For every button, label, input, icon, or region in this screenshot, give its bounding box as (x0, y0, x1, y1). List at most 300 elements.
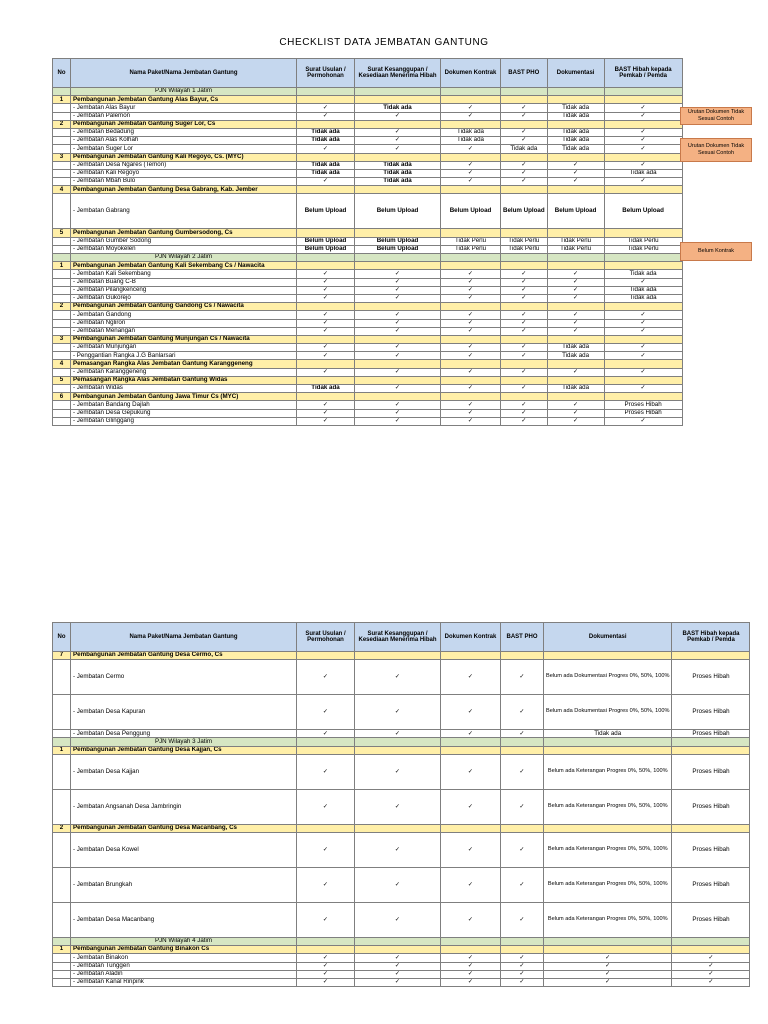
wilayah-empty-cell (672, 738, 750, 746)
bridge-name: - Jembatan Buang C-B (71, 278, 297, 286)
status-cell: ✓ (355, 962, 441, 970)
status-cell: ✓ (547, 409, 604, 417)
package-name: Pembangunan Jembatan Gantung Desa Macanbang, Cs (71, 824, 297, 832)
wilayah-title: PJN Wilayah 2 Jatim (71, 254, 297, 262)
status-cell: ✓ (672, 970, 750, 978)
status-cell: ✓ (297, 344, 355, 352)
status-cell: ✓ (441, 145, 501, 153)
status-cell: ✓ (501, 754, 544, 789)
status-cell: ✓ (297, 902, 355, 937)
wilayah-title: PJN Wilayah 4 Jatim (71, 937, 297, 945)
status-cell: ✓ (544, 978, 672, 986)
package-empty-cell (441, 120, 501, 128)
package-empty-cell (604, 262, 682, 270)
checklist-table-2 (52, 622, 750, 987)
wilayah-no-cell (53, 738, 71, 746)
status-cell: ✓ (501, 178, 548, 186)
package-empty-cell (355, 746, 441, 754)
status-cell: ✓ (604, 319, 682, 327)
status-cell: ✓ (544, 962, 672, 970)
status-cell: Belum Upload (355, 237, 441, 245)
status-cell: Belum Upload (297, 237, 355, 245)
status-cell: ✓ (297, 294, 355, 302)
status-cell: ✓ (547, 286, 604, 294)
package-empty-cell (604, 229, 682, 237)
status-cell: Proses Hibah (604, 401, 682, 409)
bridge-no-cell (53, 401, 71, 409)
wilayah-empty-cell (672, 937, 750, 945)
status-cell: ✓ (441, 867, 501, 902)
bridge-row (53, 245, 683, 253)
package-name: Pembangunan Jembatan Gantung Munjungan Cs / Nawacita (71, 335, 297, 343)
package-empty-cell (441, 360, 501, 368)
package-number: 1 (53, 262, 71, 270)
status-cell: ✓ (441, 789, 501, 824)
bridge-name: - Jembatan Tunggen (71, 962, 297, 970)
status-cell: ✓ (547, 327, 604, 335)
bridge-name: - Jembatan Brungkah (71, 867, 297, 902)
bridge-name: - Jembatan Desa Kapuran (71, 695, 297, 730)
status-cell: ✓ (441, 112, 501, 120)
package-empty-cell (441, 393, 501, 401)
status-cell: ✓ (501, 286, 548, 294)
bridge-no-cell (53, 294, 71, 302)
package-empty-cell (297, 96, 355, 104)
bridge-name: - Jembatan Glinggang (71, 417, 297, 425)
status-cell: ✓ (355, 311, 441, 319)
status-cell: Proses Hibah (672, 730, 750, 738)
bridge-name: - Jembatan Moyokelen (71, 245, 297, 253)
header-dokumentasi: Dokumentasi (544, 623, 672, 652)
bridge-no-cell (53, 954, 71, 962)
wilayah-no-cell (53, 88, 71, 96)
status-cell: ✓ (441, 311, 501, 319)
package-row (53, 393, 683, 401)
status-cell: Belum ada Keterangan Progres 0%, 50%, 100% (544, 902, 672, 937)
wilayah-no-cell (53, 937, 71, 945)
bridge-row (53, 178, 683, 186)
status-cell: ✓ (297, 178, 355, 186)
status-cell: ✓ (604, 385, 682, 393)
status-cell: ✓ (441, 902, 501, 937)
status-cell: ✓ (355, 695, 441, 730)
status-cell: ✓ (297, 754, 355, 789)
package-number: 1 (53, 946, 71, 954)
package-name: Pembangunan Jembatan Gantung Gandong Cs / Nawacita (71, 303, 297, 311)
status-cell: Tidak Perlu (604, 245, 682, 253)
status-cell: ✓ (355, 145, 441, 153)
package-empty-cell (441, 229, 501, 237)
status-cell: ✓ (355, 417, 441, 425)
bridge-name: - Jembatan Kanal Rinpink (71, 978, 297, 986)
bridge-name: - Jembatan Alas Kolhah (71, 137, 297, 145)
status-cell: ✓ (355, 954, 441, 962)
package-name: Pemasangan Rangka Alas Jembatan Gantung Karanggeneng (71, 360, 297, 368)
status-cell: ✓ (604, 344, 682, 352)
status-cell: ✓ (355, 385, 441, 393)
package-name: Pemasangan Rangka Alas Jembatan Gantung Widas (71, 376, 297, 384)
package-name: Pembangunan Jembatan Gantung Gumbersodong, Cs (71, 229, 297, 237)
wilayah-title: PJN Wilayah 3 Jatim (71, 738, 297, 746)
bridge-no-cell (53, 867, 71, 902)
status-cell: ✓ (297, 789, 355, 824)
status-cell: Tidak ada (297, 137, 355, 145)
package-empty-cell (604, 96, 682, 104)
package-empty-cell (547, 153, 604, 161)
bridge-name: - Jembatan Binakon (71, 954, 297, 962)
status-cell: Tidak ada (544, 730, 672, 738)
header-dokumentasi: Dokumentasi (547, 59, 604, 88)
wilayah-empty-cell (297, 937, 355, 945)
status-cell: ✓ (501, 352, 548, 360)
wilayah-empty-cell (501, 937, 544, 945)
package-empty-cell (501, 120, 548, 128)
status-cell: ✓ (441, 286, 501, 294)
status-cell: ✓ (501, 730, 544, 738)
wilayah-empty-cell (441, 254, 501, 262)
package-empty-cell (441, 186, 501, 194)
package-empty-cell (547, 262, 604, 270)
status-cell: Tidak Perlu (604, 237, 682, 245)
wilayah-empty-cell (297, 254, 355, 262)
status-cell: ✓ (355, 327, 441, 335)
package-empty-cell (355, 946, 441, 954)
package-empty-cell (604, 120, 682, 128)
status-cell: ✓ (355, 409, 441, 417)
document-title: CHECKLIST DATA JEMBATAN GANTUNG (279, 37, 489, 48)
status-cell: ✓ (297, 695, 355, 730)
status-cell: ✓ (547, 278, 604, 286)
status-cell: ✓ (501, 409, 548, 417)
wilayah-empty-cell (355, 254, 441, 262)
status-cell: ✓ (604, 417, 682, 425)
bridge-row (53, 145, 683, 153)
status-cell: ✓ (501, 867, 544, 902)
bridge-no-cell (53, 970, 71, 978)
bridge-no-cell (53, 161, 71, 169)
status-cell: ✓ (441, 178, 501, 186)
status-cell: ✓ (355, 832, 441, 867)
status-cell: ✓ (297, 368, 355, 376)
package-empty-cell (355, 824, 441, 832)
note-belum-kontrak: Belum Kontrak (680, 242, 752, 261)
status-cell: ✓ (501, 137, 548, 145)
header-bast-pho: BAST PHO (501, 623, 544, 652)
status-cell: Belum ada Keterangan Progres 0%, 50%, 100% (544, 754, 672, 789)
bridge-no-cell (53, 311, 71, 319)
status-cell: ✓ (355, 128, 441, 136)
bridge-row (53, 104, 683, 112)
package-empty-cell (441, 824, 501, 832)
status-cell: ✓ (355, 789, 441, 824)
bridge-row (53, 319, 683, 327)
bridge-name: - Jembatan Kali Regoyo (71, 169, 297, 177)
package-name: Pembangunan Jembatan Gantung Kali Sekembang Cs / Nawacita (71, 262, 297, 270)
package-row (53, 946, 750, 954)
package-number: 6 (53, 393, 71, 401)
status-cell: ✓ (501, 417, 548, 425)
status-cell: Proses Hibah (672, 754, 750, 789)
status-cell: Proses Hibah (672, 867, 750, 902)
status-cell: ✓ (604, 278, 682, 286)
status-cell: Tidak ada (441, 128, 501, 136)
package-empty-cell (501, 229, 548, 237)
package-empty-cell (547, 393, 604, 401)
package-empty-cell (672, 946, 750, 954)
status-cell: ✓ (441, 169, 501, 177)
status-cell: ✓ (501, 278, 548, 286)
status-cell: ✓ (501, 128, 548, 136)
status-cell: Tidak ada (604, 286, 682, 294)
bridge-no-cell (53, 178, 71, 186)
bridge-name: - Jembatan Ngliron (71, 319, 297, 327)
package-empty-cell (355, 186, 441, 194)
package-empty-cell (441, 946, 501, 954)
package-empty-cell (547, 229, 604, 237)
package-empty-cell (604, 393, 682, 401)
package-empty-cell (501, 376, 548, 384)
header-name: Nama Paket/Nama Jembatan Gantung (71, 59, 297, 88)
bridge-no-cell (53, 194, 71, 229)
status-cell: ✓ (441, 978, 501, 986)
bridge-name: - Jembatan Desa Macanbang (71, 902, 297, 937)
status-cell: Tidak ada (547, 344, 604, 352)
package-number: 2 (53, 824, 71, 832)
bridge-row (53, 237, 683, 245)
status-cell: Tidak ada (604, 169, 682, 177)
status-cell: Belum Upload (441, 194, 501, 229)
bridge-no-cell (53, 902, 71, 937)
status-cell: Tidak ada (547, 112, 604, 120)
status-cell: ✓ (441, 754, 501, 789)
status-cell: ✓ (441, 409, 501, 417)
package-number: 2 (53, 120, 71, 128)
status-cell: ✓ (355, 352, 441, 360)
bridge-name: - Jembatan Pilangkenceng (71, 286, 297, 294)
status-cell: ✓ (501, 294, 548, 302)
status-cell: Proses Hibah (604, 409, 682, 417)
header-no: No (53, 59, 71, 88)
wilayah-row (53, 88, 683, 96)
status-cell: ✓ (604, 161, 682, 169)
bridge-name: - Jembatan Mbah Bulo (71, 178, 297, 186)
package-empty-cell (544, 946, 672, 954)
bridge-row (53, 660, 750, 695)
package-name: Pembangunan Jembatan Gantung Alas Bayur, Cs (71, 96, 297, 104)
package-row (53, 96, 683, 104)
package-empty-cell (355, 303, 441, 311)
status-cell: ✓ (297, 978, 355, 986)
wilayah-row (53, 254, 683, 262)
status-cell: Tidak ada (547, 104, 604, 112)
package-empty-cell (297, 335, 355, 343)
package-empty-cell (547, 360, 604, 368)
status-cell: ✓ (501, 385, 548, 393)
package-empty-cell (441, 153, 501, 161)
status-cell: ✓ (355, 660, 441, 695)
bridge-row (53, 695, 750, 730)
package-empty-cell (355, 376, 441, 384)
status-cell: ✓ (604, 104, 682, 112)
status-cell: ✓ (547, 319, 604, 327)
bridge-name: - Jembatan Gumber Sodong (71, 237, 297, 245)
status-cell: Tidak ada (297, 385, 355, 393)
status-cell: Tidak ada (355, 169, 441, 177)
status-cell: Belum Upload (355, 245, 441, 253)
bridge-row (53, 902, 750, 937)
status-cell: Proses Hibah (672, 902, 750, 937)
status-cell: ✓ (355, 319, 441, 327)
status-cell: ✓ (355, 294, 441, 302)
bridge-row (53, 278, 683, 286)
package-row (53, 186, 683, 194)
status-cell: Belum ada Dokumentasi Progres 0%, 50%, 100% (544, 695, 672, 730)
bridge-row (53, 978, 750, 986)
package-empty-cell (501, 652, 544, 660)
status-cell: ✓ (355, 270, 441, 278)
status-cell: ✓ (501, 695, 544, 730)
package-name: Pembangunan Jembatan Gantung Desa Gabrang, Kab. Jember (71, 186, 297, 194)
package-row (53, 376, 683, 384)
status-cell: ✓ (544, 954, 672, 962)
bridge-no-cell (53, 137, 71, 145)
status-cell: ✓ (501, 319, 548, 327)
package-empty-cell (297, 262, 355, 270)
status-cell: ✓ (501, 902, 544, 937)
wilayah-empty-cell (544, 937, 672, 945)
bridge-name: - Jembatan Karanggeneng (71, 368, 297, 376)
bridge-row (53, 344, 683, 352)
status-cell: ✓ (604, 178, 682, 186)
wilayah-empty-cell (297, 88, 355, 96)
package-empty-cell (297, 652, 355, 660)
bridge-no-cell (53, 112, 71, 120)
package-empty-cell (355, 335, 441, 343)
status-cell: ✓ (297, 112, 355, 120)
bridge-row (53, 417, 683, 425)
status-cell: ✓ (441, 278, 501, 286)
bridge-row (53, 270, 683, 278)
status-cell: ✓ (297, 286, 355, 294)
header-surat-usulan: Surat Usulan / Permohonan (297, 623, 355, 652)
bridge-no-cell (53, 352, 71, 360)
status-cell: ✓ (355, 902, 441, 937)
package-empty-cell (547, 120, 604, 128)
package-empty-cell (547, 96, 604, 104)
status-cell: ✓ (501, 169, 548, 177)
package-empty-cell (297, 393, 355, 401)
status-cell: Proses Hibah (672, 660, 750, 695)
package-row (53, 824, 750, 832)
bridge-no-cell (53, 730, 71, 738)
status-cell: Tidak ada (547, 128, 604, 136)
package-name: Pembangunan Jembatan Gantung Suger Lor, Cs (71, 120, 297, 128)
status-cell: Tidak Perlu (547, 237, 604, 245)
status-cell: ✓ (297, 730, 355, 738)
bridge-no-cell (53, 409, 71, 417)
package-empty-cell (297, 120, 355, 128)
status-cell: ✓ (355, 368, 441, 376)
status-cell: ✓ (547, 401, 604, 409)
status-cell: Tidak ada (547, 145, 604, 153)
status-cell: ✓ (441, 832, 501, 867)
package-empty-cell (604, 360, 682, 368)
status-cell: Belum Upload (297, 194, 355, 229)
package-empty-cell (501, 303, 548, 311)
bridge-row (53, 962, 750, 970)
bridge-row (53, 352, 683, 360)
status-cell: ✓ (501, 161, 548, 169)
status-cell: ✓ (355, 137, 441, 145)
status-cell: Tidak ada (441, 137, 501, 145)
bridge-name: - Jembatan Widas (71, 385, 297, 393)
status-cell: ✓ (501, 970, 544, 978)
bridge-name: - Jembatan Bedadung (71, 128, 297, 136)
status-cell: ✓ (672, 978, 750, 986)
status-cell: ✓ (547, 417, 604, 425)
bridge-name: - Jembatan Palemon (71, 112, 297, 120)
wilayah-empty-cell (544, 738, 672, 746)
header-dokumen-kontrak: Dokumen Kontrak (441, 623, 501, 652)
bridge-no-cell (53, 344, 71, 352)
status-cell: ✓ (501, 368, 548, 376)
status-cell: ✓ (297, 867, 355, 902)
bridge-row (53, 294, 683, 302)
bridge-row (53, 832, 750, 867)
status-cell: ✓ (672, 962, 750, 970)
wilayah-no-cell (53, 254, 71, 262)
bridge-name: - Jembatan Kali Sekembang (71, 270, 297, 278)
note-urutan-dokumen-2: Urutan Dokumen Tidak Sesuai Contoh (680, 138, 752, 162)
bridge-no-cell (53, 327, 71, 335)
wilayah-empty-cell (441, 88, 501, 96)
status-cell: Belum Upload (501, 194, 548, 229)
bridge-name: - Jembatan Gukorejo (71, 294, 297, 302)
bridge-no-cell (53, 754, 71, 789)
status-cell: ✓ (441, 104, 501, 112)
status-cell: ✓ (501, 104, 548, 112)
status-cell: ✓ (355, 978, 441, 986)
bridge-no-cell (53, 319, 71, 327)
package-row (53, 303, 683, 311)
bridge-no-cell (53, 962, 71, 970)
status-cell: Tidak ada (604, 270, 682, 278)
status-cell: Tidak Perlu (547, 245, 604, 253)
bridge-no-cell (53, 695, 71, 730)
status-cell: ✓ (604, 112, 682, 120)
bridge-no-cell (53, 417, 71, 425)
bridge-name: - Jembatan Gandong (71, 311, 297, 319)
package-empty-cell (672, 824, 750, 832)
status-cell: ✓ (501, 832, 544, 867)
wilayah-empty-cell (297, 738, 355, 746)
bridge-name: - Jembatan Desa Penggung (71, 730, 297, 738)
status-cell: Proses Hibah (672, 695, 750, 730)
package-row (53, 120, 683, 128)
status-cell: ✓ (441, 970, 501, 978)
status-cell: ✓ (297, 417, 355, 425)
status-cell: ✓ (547, 270, 604, 278)
bridge-no-cell (53, 660, 71, 695)
status-cell: ✓ (547, 294, 604, 302)
status-cell: ✓ (501, 112, 548, 120)
package-empty-cell (501, 153, 548, 161)
bridge-name: - Jembatan Alas Bayur (71, 104, 297, 112)
status-cell: ✓ (441, 417, 501, 425)
package-number: 2 (53, 303, 71, 311)
status-cell: ✓ (297, 352, 355, 360)
package-row (53, 652, 750, 660)
